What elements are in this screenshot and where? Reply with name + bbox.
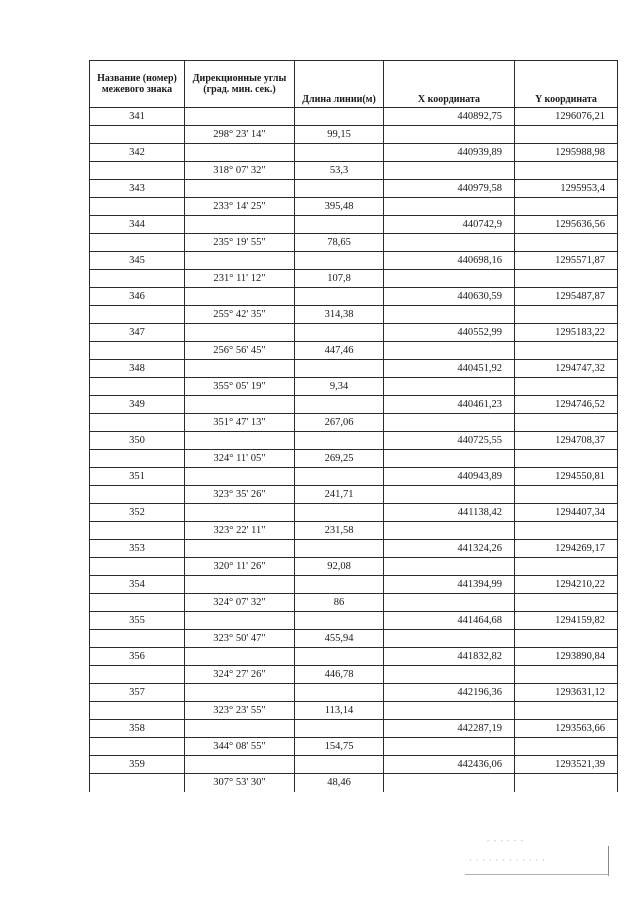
point-row [90, 324, 618, 342]
empty-cell [295, 468, 384, 486]
y-coordinate-cell: 1295571,87 [515, 252, 618, 270]
empty-cell [295, 756, 384, 774]
empty-cell [90, 558, 185, 576]
boundary-coordinates-table [89, 60, 618, 792]
x-coordinate-cell: 441832,82 [384, 648, 515, 666]
point-row [90, 180, 618, 198]
line-length-cell: 455,94 [295, 630, 384, 648]
point-name-cell: 344 [90, 216, 185, 234]
point-row [90, 432, 618, 450]
point-name-cell: 354 [90, 576, 185, 594]
empty-cell [515, 306, 618, 324]
x-coordinate-cell: 440461,23 [384, 396, 515, 414]
point-row [90, 576, 618, 594]
empty-cell [384, 702, 515, 720]
empty-cell [90, 270, 185, 288]
y-coordinate-cell: 1293890,84 [515, 648, 618, 666]
empty-cell [384, 162, 515, 180]
empty-cell [90, 234, 185, 252]
y-coordinate-cell: 1296076,21 [515, 108, 618, 126]
empty-cell [90, 162, 185, 180]
direction-angle-cell: 323° 35' 26" [185, 486, 295, 504]
x-coordinate-cell: 440552,99 [384, 324, 515, 342]
empty-cell [90, 738, 185, 756]
x-coordinate-cell: 441464,68 [384, 612, 515, 630]
empty-cell [295, 108, 384, 126]
empty-cell [185, 756, 295, 774]
point-name-cell: 347 [90, 324, 185, 342]
header-line-length: Длина линии(м) [295, 61, 384, 108]
empty-cell [185, 684, 295, 702]
point-name-cell: 351 [90, 468, 185, 486]
direction-angle-cell: 320° 11' 26" [185, 558, 295, 576]
line-length-cell: 9,34 [295, 378, 384, 396]
empty-cell [295, 576, 384, 594]
empty-cell [185, 648, 295, 666]
direction-angle-cell: 235° 19' 55" [185, 234, 295, 252]
point-name-cell: 356 [90, 648, 185, 666]
line-length-cell: 92,08 [295, 558, 384, 576]
segment-row [90, 522, 618, 540]
empty-cell [515, 558, 618, 576]
empty-cell [515, 666, 618, 684]
empty-cell [185, 288, 295, 306]
x-coordinate-cell: 442196,36 [384, 684, 515, 702]
header-direction-angle: Дирекционные углы (град. мин. сек.) [185, 61, 295, 108]
x-coordinate-cell: 442436,06 [384, 756, 515, 774]
direction-angle-cell: 323° 23' 55" [185, 702, 295, 720]
empty-cell [384, 558, 515, 576]
empty-cell [185, 360, 295, 378]
direction-angle-cell: 324° 27' 26" [185, 666, 295, 684]
x-coordinate-cell: 440892,75 [384, 108, 515, 126]
point-row [90, 684, 618, 702]
y-coordinate-cell: 1295487,87 [515, 288, 618, 306]
segment-row [90, 558, 618, 576]
empty-cell [515, 630, 618, 648]
line-length-cell: 446,78 [295, 666, 384, 684]
segment-row [90, 270, 618, 288]
line-length-cell: 395,48 [295, 198, 384, 216]
point-name-cell: 342 [90, 144, 185, 162]
x-coordinate-cell: 440943,89 [384, 468, 515, 486]
point-row [90, 108, 618, 126]
point-row [90, 288, 618, 306]
direction-angle-cell: 318° 07' 32" [185, 162, 295, 180]
point-row [90, 756, 618, 774]
y-coordinate-cell: 1295183,22 [515, 324, 618, 342]
direction-angle-cell: 233° 14' 25" [185, 198, 295, 216]
point-name-cell: 357 [90, 684, 185, 702]
empty-cell [90, 522, 185, 540]
point-row [90, 648, 618, 666]
point-row [90, 360, 618, 378]
empty-cell [295, 648, 384, 666]
y-coordinate-cell: 1293563,66 [515, 720, 618, 738]
point-name-cell: 353 [90, 540, 185, 558]
point-row [90, 468, 618, 486]
y-coordinate-cell: 1295953,4 [515, 180, 618, 198]
direction-angle-cell: 351° 47' 13" [185, 414, 295, 432]
empty-cell [90, 774, 185, 792]
empty-cell [515, 738, 618, 756]
empty-cell [90, 414, 185, 432]
x-coordinate-cell: 440698,16 [384, 252, 515, 270]
empty-cell [384, 270, 515, 288]
y-coordinate-cell: 1294747,32 [515, 360, 618, 378]
x-coordinate-cell: 440939,89 [384, 144, 515, 162]
point-row [90, 144, 618, 162]
direction-angle-cell: 355° 05' 19" [185, 378, 295, 396]
line-length-cell: 48,46 [295, 774, 384, 792]
x-coordinate-cell: 440742,9 [384, 216, 515, 234]
segment-row [90, 162, 618, 180]
y-coordinate-cell: 1294550,81 [515, 468, 618, 486]
point-name-cell: 343 [90, 180, 185, 198]
empty-cell [295, 684, 384, 702]
x-coordinate-cell: 441138,42 [384, 504, 515, 522]
empty-cell [185, 144, 295, 162]
segment-row [90, 486, 618, 504]
segment-row [90, 378, 618, 396]
y-coordinate-cell: 1294269,17 [515, 540, 618, 558]
point-name-cell: 348 [90, 360, 185, 378]
empty-cell [515, 378, 618, 396]
empty-cell [384, 486, 515, 504]
header-y-coordinate: Y координата [515, 61, 618, 108]
line-length-cell: 447,46 [295, 342, 384, 360]
x-coordinate-cell: 442287,19 [384, 720, 515, 738]
x-coordinate-cell: 440725,55 [384, 432, 515, 450]
point-row [90, 396, 618, 414]
x-coordinate-cell: 440630,59 [384, 288, 515, 306]
empty-cell [384, 414, 515, 432]
empty-cell [384, 378, 515, 396]
empty-cell [384, 522, 515, 540]
empty-cell [515, 342, 618, 360]
empty-cell [295, 396, 384, 414]
empty-cell [384, 126, 515, 144]
empty-cell [90, 630, 185, 648]
segment-row [90, 414, 618, 432]
empty-cell [384, 234, 515, 252]
direction-angle-cell: 344° 08' 55" [185, 738, 295, 756]
point-name-cell: 359 [90, 756, 185, 774]
line-length-cell: 107,8 [295, 270, 384, 288]
direction-angle-cell: 255° 42' 35" [185, 306, 295, 324]
empty-cell [185, 324, 295, 342]
empty-cell [384, 630, 515, 648]
empty-cell [90, 702, 185, 720]
empty-cell [295, 324, 384, 342]
point-row [90, 612, 618, 630]
empty-cell [384, 666, 515, 684]
empty-cell [384, 198, 515, 216]
empty-cell [295, 432, 384, 450]
segment-row [90, 126, 618, 144]
point-name-cell: 341 [90, 108, 185, 126]
segment-row [90, 702, 618, 720]
direction-angle-cell: 256° 56' 45" [185, 342, 295, 360]
point-name-cell: 352 [90, 504, 185, 522]
empty-cell [295, 504, 384, 522]
empty-cell [185, 180, 295, 198]
segment-row [90, 774, 618, 792]
empty-cell [185, 108, 295, 126]
header-point-name: Название (номер) межевого знака [90, 61, 185, 108]
line-length-cell: 267,06 [295, 414, 384, 432]
line-length-cell: 241,71 [295, 486, 384, 504]
direction-angle-cell: 324° 07' 32" [185, 594, 295, 612]
empty-cell [515, 486, 618, 504]
empty-cell [295, 216, 384, 234]
direction-angle-cell: 298° 23' 14" [185, 126, 295, 144]
table-header-row [90, 61, 618, 108]
line-length-cell: 269,25 [295, 450, 384, 468]
direction-angle-cell: 307° 53' 30" [185, 774, 295, 792]
empty-cell [185, 576, 295, 594]
point-name-cell: 358 [90, 720, 185, 738]
table-body [90, 108, 618, 792]
direction-angle-cell: 323° 22' 11" [185, 522, 295, 540]
empty-cell [384, 594, 515, 612]
empty-cell [295, 720, 384, 738]
empty-cell [90, 198, 185, 216]
direction-angle-cell: 323° 50' 47" [185, 630, 295, 648]
y-coordinate-cell: 1294210,22 [515, 576, 618, 594]
empty-cell [515, 198, 618, 216]
segment-row [90, 594, 618, 612]
empty-cell [90, 306, 185, 324]
point-name-cell: 346 [90, 288, 185, 306]
empty-cell [185, 468, 295, 486]
empty-cell [185, 720, 295, 738]
empty-cell [384, 450, 515, 468]
y-coordinate-cell: 1294159,82 [515, 612, 618, 630]
empty-cell [90, 666, 185, 684]
x-coordinate-cell: 440451,92 [384, 360, 515, 378]
y-coordinate-cell: 1293521,39 [515, 756, 618, 774]
y-coordinate-cell: 1295636,56 [515, 216, 618, 234]
empty-cell [295, 144, 384, 162]
segment-row [90, 666, 618, 684]
y-coordinate-cell: 1294746,52 [515, 396, 618, 414]
empty-cell [90, 342, 185, 360]
empty-cell [515, 702, 618, 720]
line-length-cell: 154,75 [295, 738, 384, 756]
segment-row [90, 342, 618, 360]
empty-cell [90, 450, 185, 468]
y-coordinate-cell: 1293631,12 [515, 684, 618, 702]
segment-row [90, 306, 618, 324]
line-length-cell: 314,38 [295, 306, 384, 324]
empty-cell [384, 342, 515, 360]
y-coordinate-cell: 1294708,37 [515, 432, 618, 450]
empty-cell [384, 774, 515, 792]
empty-cell [295, 288, 384, 306]
point-row [90, 540, 618, 558]
x-coordinate-cell: 441324,26 [384, 540, 515, 558]
empty-cell [295, 360, 384, 378]
empty-cell [515, 774, 618, 792]
empty-cell [90, 594, 185, 612]
empty-cell [185, 612, 295, 630]
segment-row [90, 450, 618, 468]
y-coordinate-cell: 1295988,98 [515, 144, 618, 162]
empty-cell [90, 486, 185, 504]
empty-cell [515, 522, 618, 540]
point-name-cell: 350 [90, 432, 185, 450]
point-row [90, 504, 618, 522]
empty-cell [295, 180, 384, 198]
segment-row [90, 630, 618, 648]
empty-cell [515, 594, 618, 612]
segment-row [90, 198, 618, 216]
empty-cell [295, 540, 384, 558]
empty-cell [185, 396, 295, 414]
point-row [90, 720, 618, 738]
empty-cell [515, 450, 618, 468]
point-name-cell: 355 [90, 612, 185, 630]
empty-cell [515, 234, 618, 252]
line-length-cell: 231,58 [295, 522, 384, 540]
header-x-coordinate: X координата [384, 61, 515, 108]
point-row [90, 252, 618, 270]
empty-cell [515, 270, 618, 288]
empty-cell [515, 414, 618, 432]
line-length-cell: 113,14 [295, 702, 384, 720]
stamp-mark: - - - - - - · · · · · · · · · · · · [463, 846, 609, 876]
point-name-cell: 349 [90, 396, 185, 414]
empty-cell [384, 738, 515, 756]
empty-cell [185, 540, 295, 558]
line-length-cell: 86 [295, 594, 384, 612]
empty-cell [185, 432, 295, 450]
empty-cell [185, 504, 295, 522]
y-coordinate-cell: 1294407,34 [515, 504, 618, 522]
empty-cell [90, 378, 185, 396]
empty-cell [295, 612, 384, 630]
empty-cell [384, 306, 515, 324]
empty-cell [185, 252, 295, 270]
empty-cell [515, 126, 618, 144]
x-coordinate-cell: 440979,58 [384, 180, 515, 198]
empty-cell [295, 252, 384, 270]
empty-cell [185, 216, 295, 234]
line-length-cell: 78,65 [295, 234, 384, 252]
line-length-cell: 99,15 [295, 126, 384, 144]
empty-cell [515, 162, 618, 180]
empty-cell [90, 126, 185, 144]
direction-angle-cell: 231° 11' 12" [185, 270, 295, 288]
point-name-cell: 345 [90, 252, 185, 270]
segment-row [90, 234, 618, 252]
point-row [90, 216, 618, 234]
line-length-cell: 53,3 [295, 162, 384, 180]
direction-angle-cell: 324° 11' 05" [185, 450, 295, 468]
segment-row [90, 738, 618, 756]
x-coordinate-cell: 441394,99 [384, 576, 515, 594]
